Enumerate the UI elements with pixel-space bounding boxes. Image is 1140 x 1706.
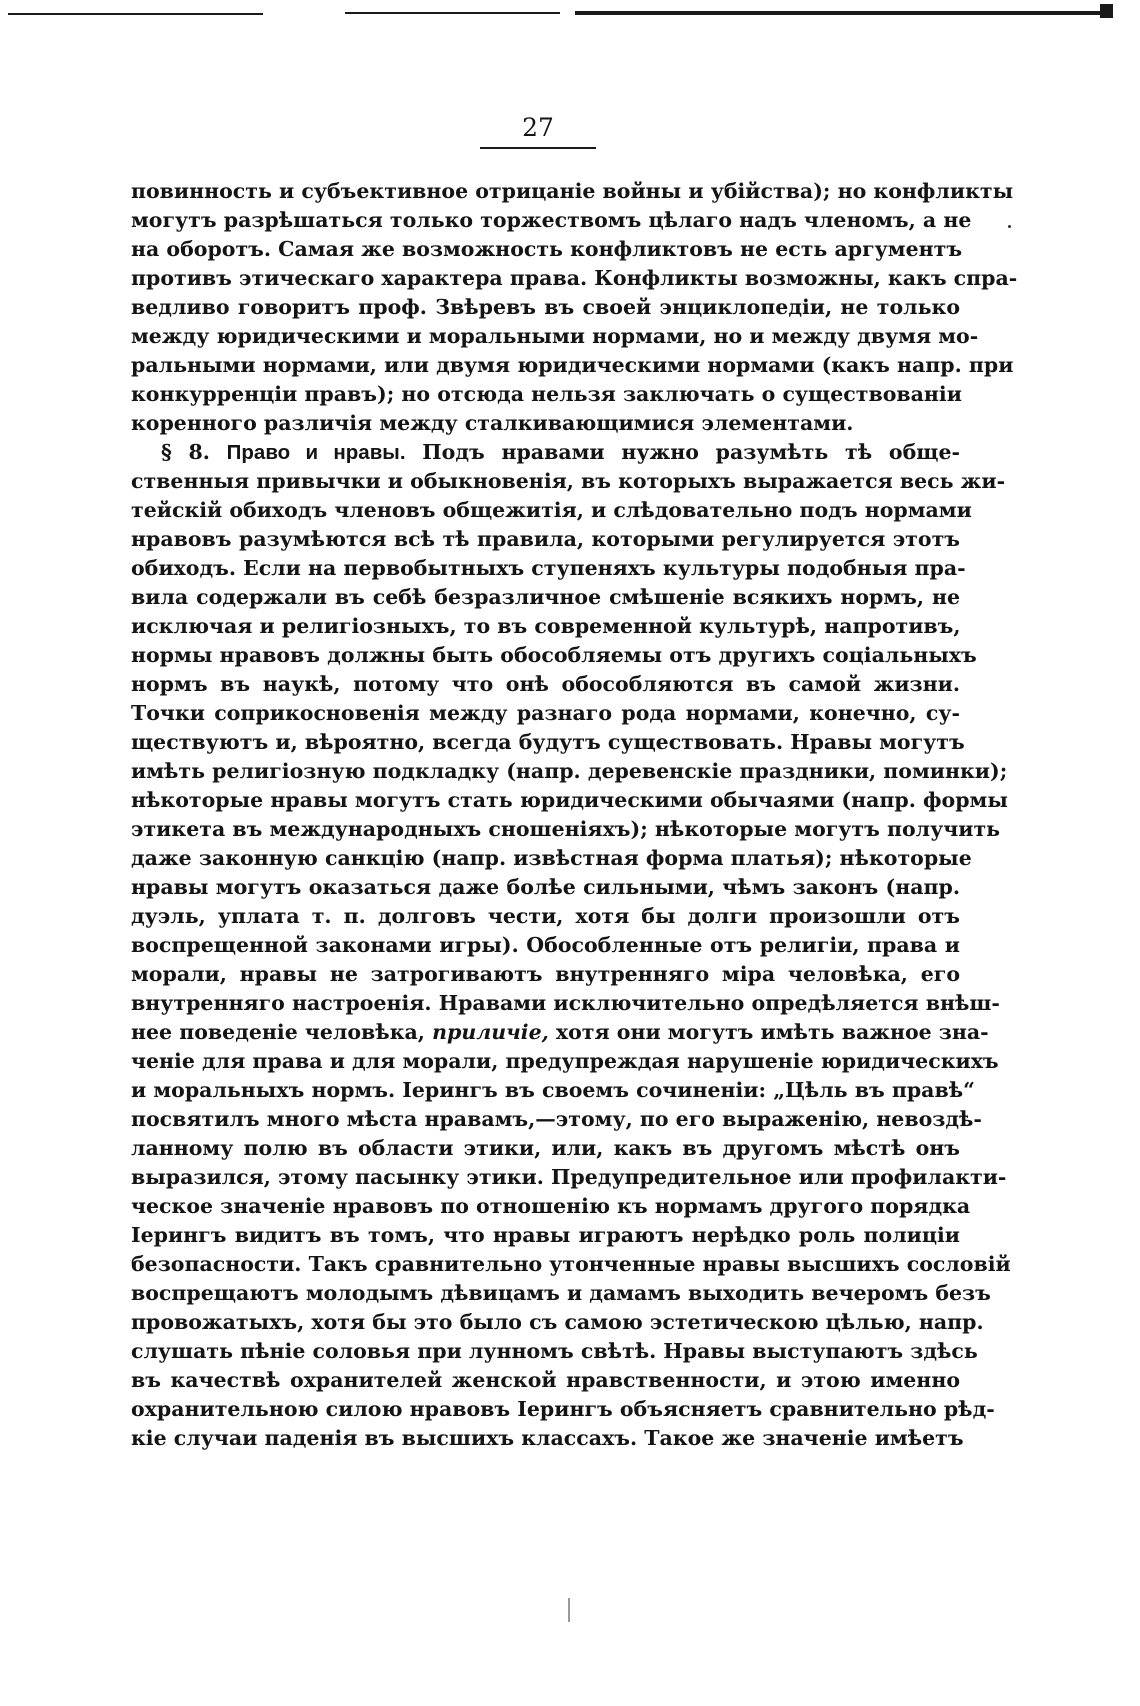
italic-word: приличіе, bbox=[432, 1020, 549, 1044]
text-line: ведливо говоритъ проф. Звѣревъ въ своей энциклопедіи, не только bbox=[131, 295, 960, 319]
text-line: выразился, этому пасынку этики. Предупредительное или профилакти- bbox=[131, 1165, 1007, 1189]
text-line: на оборотъ. Самая же возможность конфликтовъ не есть аргументъ bbox=[131, 237, 963, 261]
text-line: имѣть религіозную подкладку (напр. деревенскіе праздники, поминки); bbox=[131, 759, 1008, 783]
text-line: вила содержали въ себѣ безразличное смѣшеніе всякихъ нормъ, не bbox=[131, 585, 960, 609]
section-title: Право и нравы. bbox=[226, 441, 406, 464]
text-segment: нее поведеніе человѣка, bbox=[131, 1020, 425, 1044]
text-line: ческое значеніе нравовъ по отношенію къ нормамъ другого порядка bbox=[131, 1194, 971, 1218]
text-line: морали, нравы не затрогиваютъ внутренняго міра человѣка, его bbox=[131, 962, 960, 986]
text-line: даже законную санкцію (напр. извѣстная форма платья); нѣкоторые bbox=[131, 846, 972, 870]
text-line: тейскій обиходъ членовъ общежитія, и слѣдовательно подъ нормами bbox=[131, 498, 972, 522]
top-rule-right bbox=[575, 11, 1100, 15]
text-line: Точки соприкосновенія между разнаго рода нормами, конечно, су- bbox=[131, 701, 960, 725]
text-line: повинность и субъективное отрицаніе войны и убійства); но конфликты bbox=[131, 179, 1014, 203]
text-line: воспрещенной законами игры). Обособленные отъ религіи, права и bbox=[131, 933, 960, 957]
scan-mark bbox=[568, 1598, 570, 1622]
text-line: противъ этическаго характера права. Конфликты возможны, какъ спра- bbox=[131, 266, 1018, 290]
text-line: между юридическими и моральными нормами, но и между двумя мо- bbox=[131, 324, 979, 348]
text-line: нормы нравовъ должны быть обособляемы отъ другихъ соціальныхъ bbox=[131, 643, 977, 667]
text-line: внутренняго настроенія. Нравами исключительно опредѣляется внѣш- bbox=[131, 991, 1000, 1015]
text-line: Подъ нравами нужно разумѣть тѣ обще- bbox=[422, 440, 961, 464]
page-number: 27 bbox=[522, 113, 554, 142]
top-rule-end-mark bbox=[1100, 4, 1113, 18]
text-line: кіе случаи паденія въ высшихъ классахъ. Такое же значеніе имѣетъ bbox=[131, 1426, 964, 1450]
text-line: ченіе для права и для морали, предупреждая нарушеніе юридическихъ bbox=[131, 1049, 999, 1073]
text-line: дуэль, уплата т. п. долговъ чести, хотя бы долги произошли отъ bbox=[131, 904, 960, 928]
text-line: и моральныхъ нормъ. Іерингъ въ своемъ сочиненіи: „Цѣль въ правѣ“ bbox=[131, 1078, 975, 1102]
text-line: слушать пѣніе соловья при лунномъ свѣтѣ. Нравы выступаютъ здѣсь bbox=[131, 1339, 978, 1363]
text-line: безопасности. Такъ сравнительно утонченные нравы высшихъ сословій bbox=[131, 1252, 1011, 1276]
text-line: посвятилъ много мѣста нравамъ,—этому, по его выраженію, невоздѣ- bbox=[131, 1107, 982, 1131]
text-line-with-emphasis bbox=[131, 1018, 989, 1047]
text-line: нормъ въ наукѣ, потому что онѣ обособляются въ самой жизни. bbox=[131, 672, 960, 696]
text-line: обиходъ. Если на первобытныхъ ступеняхъ культуры подобныя пра- bbox=[131, 556, 966, 580]
text-line: въ качествѣ охранителей женской нравственности, и этою именно bbox=[131, 1368, 960, 1392]
text-line: коренного различія между сталкивающимися элементами. bbox=[131, 411, 854, 435]
text-line: провожатыхъ, хотя бы это было съ самою эстетическою цѣлью, напр. bbox=[131, 1310, 984, 1334]
text-line: охранительною силою нравовъ Іерингъ объясняетъ сравнительно рѣд- bbox=[131, 1397, 995, 1421]
text-segment: хотя они могутъ имѣть важное зна- bbox=[555, 1020, 989, 1044]
text-line: Іерингъ видитъ въ томъ, что нравы играютъ нерѣдко роль полиціи bbox=[131, 1223, 960, 1247]
text-line: исключая и религіозныхъ, то въ современной культурѣ, напротивъ, bbox=[131, 614, 961, 638]
scan-speck bbox=[1008, 225, 1011, 228]
section-mark: § 8. bbox=[161, 440, 210, 464]
top-rule-middle bbox=[345, 12, 560, 14]
text-line: нравы могутъ оказаться даже болѣе сильными, чѣмъ законъ (напр. bbox=[131, 875, 960, 899]
text-line: ланному полю въ области этики, или, какъ въ другомъ мѣстѣ онъ bbox=[131, 1136, 960, 1160]
top-rule-left bbox=[8, 13, 263, 15]
section-heading-line bbox=[161, 438, 960, 467]
text-line: ральными нормами, или двумя юридическими нормами (какъ напр. при bbox=[131, 353, 1014, 377]
text-line: воспрещаютъ молодымъ дѣвицамъ и дамамъ выходить вечеромъ безъ bbox=[131, 1281, 991, 1305]
text-line: конкурренціи правъ); но отсюда нельзя заключать о существованіи bbox=[131, 382, 962, 406]
text-line: могутъ разрѣшаться только торжествомъ цѣлаго надъ членомъ, а не bbox=[131, 208, 972, 232]
text-line: этикета въ международныхъ сношеніяхъ); нѣкоторые могутъ получить bbox=[131, 817, 1001, 841]
text-line: ществуютъ и, вѣроятно, всегда будутъ существовать. Нравы могутъ bbox=[131, 730, 965, 754]
page-number-rule bbox=[480, 147, 596, 149]
text-line: ственныя привычки и обыкновенія, въ которыхъ выражается весь жи- bbox=[131, 469, 1006, 493]
text-line: нравовъ разумѣются всѣ тѣ правила, которыми регулируется этотъ bbox=[131, 527, 960, 551]
text-line: нѣкоторые нравы могутъ стать юридическими обычаями (напр. формы bbox=[131, 788, 1008, 812]
